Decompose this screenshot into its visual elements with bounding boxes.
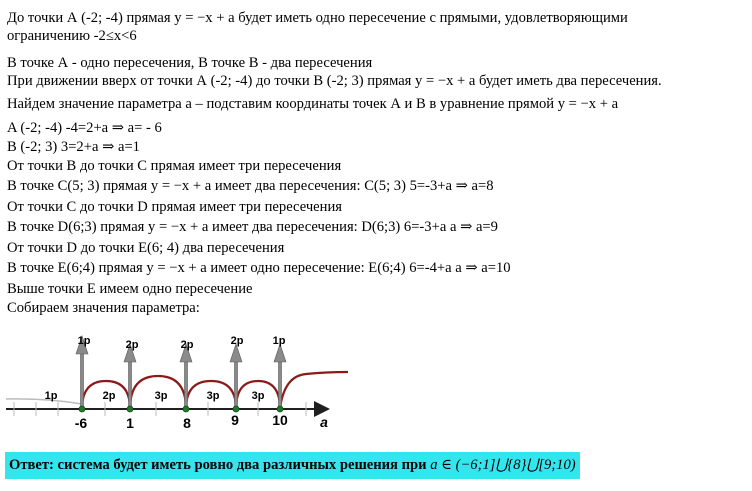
point-label: -6: [74, 415, 88, 431]
arrow-label: 1p: [272, 335, 286, 347]
text-line: В точке С(5; 3) прямая y = −x + a имеет два пересечения: С(5; 3) 5=-3+a ⇒ a=8: [7, 178, 494, 194]
text-line: B (-2; 3) 3=2+a ⇒ a=1: [7, 139, 140, 155]
arc-label: 3p: [154, 390, 168, 402]
arrow-shaft: [129, 360, 132, 409]
point-label: 1: [126, 415, 134, 431]
point-label: 9: [231, 412, 239, 428]
text-line: От точки D до точки E(6; 4) два пересечения: [7, 240, 285, 256]
arrow-label: 2p: [180, 339, 194, 351]
text-line: A (-2; -4) -4=2+a ⇒ a= - 6: [7, 120, 162, 136]
text-line: Найдем значение параметра а – подставим координаты точек А и В в уравнение прямой y = −x + a: [7, 96, 619, 112]
text-line: Выше точки Е имеем одно пересечение: [7, 281, 253, 297]
axis-label: a: [320, 414, 328, 430]
text-line: ограничению -2≤x<6: [7, 28, 137, 44]
arrow-shaft: [235, 360, 238, 409]
text-line: В точке А - одно пересечения, В точке В - два пересечения: [7, 55, 373, 71]
text-line: От точки С до точки D прямая имеет три пересечения: [7, 199, 342, 215]
arc-label: 3p: [206, 390, 220, 402]
text-line: В точке D(6;3) прямая y = −x + a имеет два пересечения: D(6;3) 6=-3+a a ⇒ a=9: [7, 219, 498, 235]
answer-text: Ответ: система будет иметь ровно два различных решения при: [9, 457, 431, 473]
arrow-shaft: [279, 360, 282, 409]
answer-box: [5, 452, 580, 479]
point-dot: [79, 406, 85, 412]
text-line: При движении вверх от точки А (-2; -4) до точки В (-2; 3) прямая y = −x + a будет иметь два пересечения.: [7, 73, 662, 89]
point-dot: [183, 406, 189, 412]
point-dot: [127, 406, 133, 412]
point-label: 10: [272, 412, 288, 428]
text-line: До точки А (-2; -4) прямая y = −x + a будет иметь одно пересечение с прямыми, удовлетворяющими: [7, 10, 628, 26]
arrow-shaft: [185, 360, 188, 409]
arc-label: 1p: [44, 390, 58, 402]
parameter-diagram: [6, 326, 348, 436]
arrow-label: 1p: [77, 335, 91, 347]
text-line: От точки В до точки С прямая имеет три пересечения: [7, 158, 342, 174]
arrow-label: 2p: [230, 335, 244, 347]
answer-math: a ∈ (−6;1]⋃{8}⋃[9;10): [430, 457, 576, 473]
arc-label: 3p: [251, 390, 265, 402]
text-line: В точке E(6;4) прямая y = −x + a имеет одно пересечение: E(6;4) 6=-4+a a ⇒ a=10: [7, 260, 511, 276]
arc-label: 2p: [102, 390, 116, 402]
point-label: 8: [183, 415, 191, 431]
arc-mark: [280, 372, 348, 409]
arrow-label: 2p: [125, 339, 139, 351]
text-line: Собираем значения параметра:: [7, 300, 200, 316]
arrow-shaft: [81, 352, 84, 409]
